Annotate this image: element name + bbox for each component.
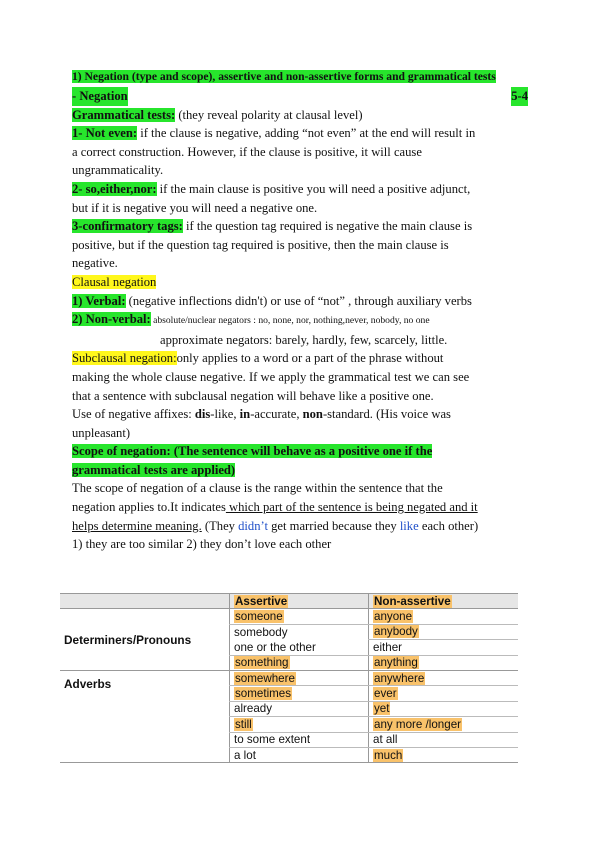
scope-p3 [72, 517, 528, 536]
test2-label: 2- so,either,nor: [72, 181, 157, 196]
cell-value: still [235, 717, 252, 731]
test2-line2: but if it is negative you will need a negative one. [72, 200, 318, 215]
subclausal-line2: making the whole clause negative. If we apply the grammatical test we can see [72, 369, 470, 384]
affixes-prefix: Use of negative affixes: [72, 407, 195, 422]
clausal-negation-heading: Clausal negation [72, 274, 157, 289]
affixes-line1 [72, 405, 528, 424]
cell-non-assertive [369, 670, 519, 685]
cell-assertive [230, 624, 369, 639]
example-didnt: didn’t [238, 518, 268, 533]
cell-value: somewhere [235, 671, 295, 685]
verbal-text: (negative inflections didn't) or use of “not” , through auxiliary verbs [125, 293, 472, 308]
page-range: 5-4 [511, 87, 528, 106]
cell-value: sometimes [235, 687, 292, 701]
cell-non-assertive [369, 624, 519, 639]
grammatical-tests-line [72, 106, 528, 125]
non-verbal-label: 2) Non-verbal: [72, 312, 151, 327]
test1-line2: a correct construction. However, if the clause is positive, it will cause [72, 144, 422, 159]
verbal-line [72, 292, 528, 311]
cell-value: much [374, 748, 403, 762]
test1-label: 1- Not even: [72, 126, 138, 141]
cell-assertive [230, 670, 369, 685]
affix-dis: dis [194, 407, 211, 422]
grammatical-tests-text: (they reveal polarity at clausal level) [175, 107, 363, 122]
affix-in-rest: -accurate, [250, 407, 303, 422]
cell-value: to some extent [234, 733, 311, 747]
affix-dis-rest: -like, [210, 407, 240, 422]
subclausal-label: Subclausal negation: [72, 351, 177, 366]
cell-value: either [373, 640, 403, 654]
scope-p3-text: (They [201, 518, 239, 533]
test1-text: if the clause is negative, adding “not even” at the end will result in [137, 126, 476, 141]
test2-line1 [72, 180, 528, 199]
cell-value: a lot [234, 748, 256, 762]
cell-non-assertive [369, 609, 519, 624]
scope-p3-underlined: helps determine meaning. [72, 518, 202, 533]
cell-non-assertive [369, 747, 519, 762]
scope-heading-cont: grammatical tests are applied) [72, 462, 236, 477]
negation-heading: - Negation [72, 87, 128, 106]
affix-in: in [239, 407, 251, 422]
group-determiners: Determiners/Pronouns [60, 609, 230, 671]
subclausal-line3: that a sentence with subclausal negation will behave like a positive one. [72, 388, 434, 403]
cell-non-assertive [369, 717, 519, 732]
table-header-assertive [230, 594, 369, 609]
subclausal-text: only applies to a word or a part of the phrase without [176, 351, 444, 366]
cell-value: any more /longer [374, 717, 461, 731]
test3-label: 3-confirmatory tags: [72, 219, 183, 234]
grammatical-tests-label: Grammatical tests: [72, 107, 176, 122]
non-verbal-line [72, 310, 528, 331]
scope-p3-mid: get married because they [267, 518, 400, 533]
verbal-label: 1) Verbal: [72, 293, 126, 308]
cell-value: someone [235, 610, 283, 624]
table-row [60, 670, 518, 685]
document-title: 1) Negation (type and scope), assertive and non-assertive forms and grammatical tests [72, 70, 496, 83]
test3-line1 [72, 217, 528, 236]
cell-non-assertive [369, 686, 519, 701]
clausal-negation-line [72, 273, 528, 292]
scope-p2-start: negation applies to.It indicates [72, 500, 226, 515]
test1-line1 [72, 124, 528, 143]
affix-non-rest: -standard. (His voice was [322, 407, 451, 422]
scope-heading: Scope of negation: (The sentence will behave as a positive one if the [72, 444, 433, 459]
assertive-table [60, 593, 518, 763]
scope-p3-end: each other) [418, 518, 479, 533]
cell-value: anything [374, 656, 418, 670]
test3-line3: negative. [72, 256, 118, 271]
affixes-line2: unpleasant) [72, 425, 131, 440]
cell-assertive [230, 717, 369, 732]
cell-value: at all [373, 733, 398, 747]
table-header-non-assertive [369, 594, 519, 609]
cell-value: anyone [374, 610, 413, 624]
cell-non-assertive [369, 640, 519, 655]
cell-value: something [235, 656, 289, 670]
group-adverbs: Adverbs [60, 670, 230, 762]
table-row [60, 609, 518, 624]
table-header-empty [60, 594, 230, 609]
scope-p2-underlined: which part of the sentence is being negated and it [225, 500, 478, 515]
test3-line2: positive, but if the question tag required is positive, then the main clause is [72, 237, 449, 252]
non-assertive-header: Non-assertive [374, 594, 451, 608]
scope-p1: The scope of negation of a clause is the range within the sentence that the [72, 481, 443, 496]
table-header-row [60, 594, 518, 609]
assertive-header: Assertive [235, 594, 288, 608]
cell-non-assertive [369, 655, 519, 670]
cell-non-assertive [369, 701, 519, 716]
cell-assertive [230, 640, 369, 655]
non-verbal-text: absolute/nuclear negators : no, none, nor, nothing,never, nobody, no one [150, 315, 430, 327]
cell-assertive [230, 655, 369, 670]
scope-heading-line2 [72, 461, 528, 480]
test3-text: if the question tag required is negative the main clause is [182, 219, 473, 234]
cell-value: somebody [234, 625, 288, 639]
negation-heading-row [72, 87, 528, 106]
scope-p2 [72, 498, 528, 517]
test2-text: if the main clause is positive you will need a positive adjunct, [156, 181, 471, 196]
affix-non: non [302, 407, 323, 422]
cell-assertive [230, 609, 369, 624]
cell-value: anybody [374, 625, 418, 639]
cell-assertive [230, 747, 369, 762]
cell-assertive [230, 732, 369, 747]
scope-heading-line1 [72, 442, 528, 461]
cell-value: anywhere [374, 671, 425, 685]
document-body [72, 70, 528, 554]
cell-value: one or the other [234, 640, 316, 654]
cell-assertive [230, 686, 369, 701]
cell-non-assertive [369, 732, 519, 747]
cell-value: ever [374, 687, 397, 701]
scope-p4: 1) they are too similar 2) they don’t love each other [72, 537, 332, 552]
non-verbal-line2: approximate negators: barely, hardly, few, scarcely, little. [160, 332, 448, 347]
cell-value: already [234, 702, 273, 716]
subclausal-line1 [72, 349, 528, 368]
example-like: like [399, 518, 419, 533]
test1-line3: ungrammaticality. [72, 163, 164, 178]
cell-assertive [230, 701, 369, 716]
cell-value: yet [374, 702, 390, 716]
